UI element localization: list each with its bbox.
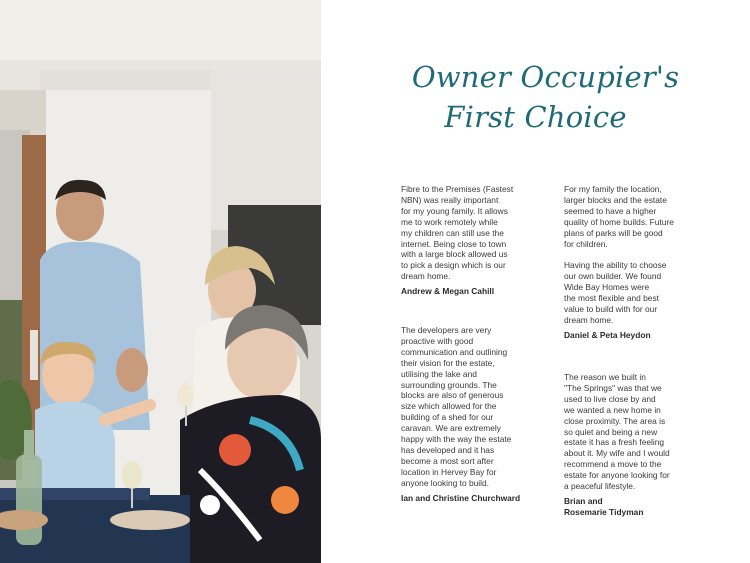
testimonial-text: For my family the location, larger blocks and the estate seemed to have a higher quality of home builds. Future plans of parks will be good for children. Having the ability to choose our own builder. We found Wide Bay Homes were the most flexible and best value to build with for our dream home. bbox=[564, 184, 674, 325]
page-title-line1: Owner Occupier's bbox=[411, 60, 680, 94]
testimonial-churchward bbox=[401, 325, 533, 504]
page-title-line2: First Choice bbox=[444, 100, 627, 134]
testimonials-page bbox=[321, 0, 750, 563]
testimonial-author: Brian and Rosemarie Tidyman bbox=[564, 495, 644, 517]
family-photo bbox=[0, 0, 321, 563]
testimonial-tidyman bbox=[564, 372, 696, 518]
testimonial-cahill bbox=[401, 184, 533, 297]
testimonial-author: Ian and Christine Churchward bbox=[401, 492, 521, 503]
testimonial-author: Andrew & Megan Cahill bbox=[401, 286, 495, 297]
testimonial-heydon bbox=[564, 184, 696, 341]
testimonial-text: The reason we built in "The Springs" was that we used to live close by and we wanted a new home in close proximity. The area is so quiet and being a new estate it has a fresh feeling about it. My wife and I would recommend a move to the estate for anyone looking for a peaceful lifestyle. bbox=[564, 372, 670, 492]
testimonial-author: Daniel & Peta Heydon bbox=[564, 329, 651, 340]
testimonial-text: The developers are very proactive with good communication and outlining their vision for the estate, utilising the lake and surrounding grounds. The blocks are also of generous size which allowed for the building of a shed for our caravan. We are extremely happy with the way the estate has developed and it has become a most sort after location in Hervey Bay for anyone looking to build. bbox=[401, 325, 512, 488]
testimonial-text: Fibre to the Premises (Fastest NBN) was really important for my young family. It allows me to work remotely while my children can still use the internet. Being close to town with a large block allowed us to pick a design which is our dream home. bbox=[401, 184, 514, 282]
